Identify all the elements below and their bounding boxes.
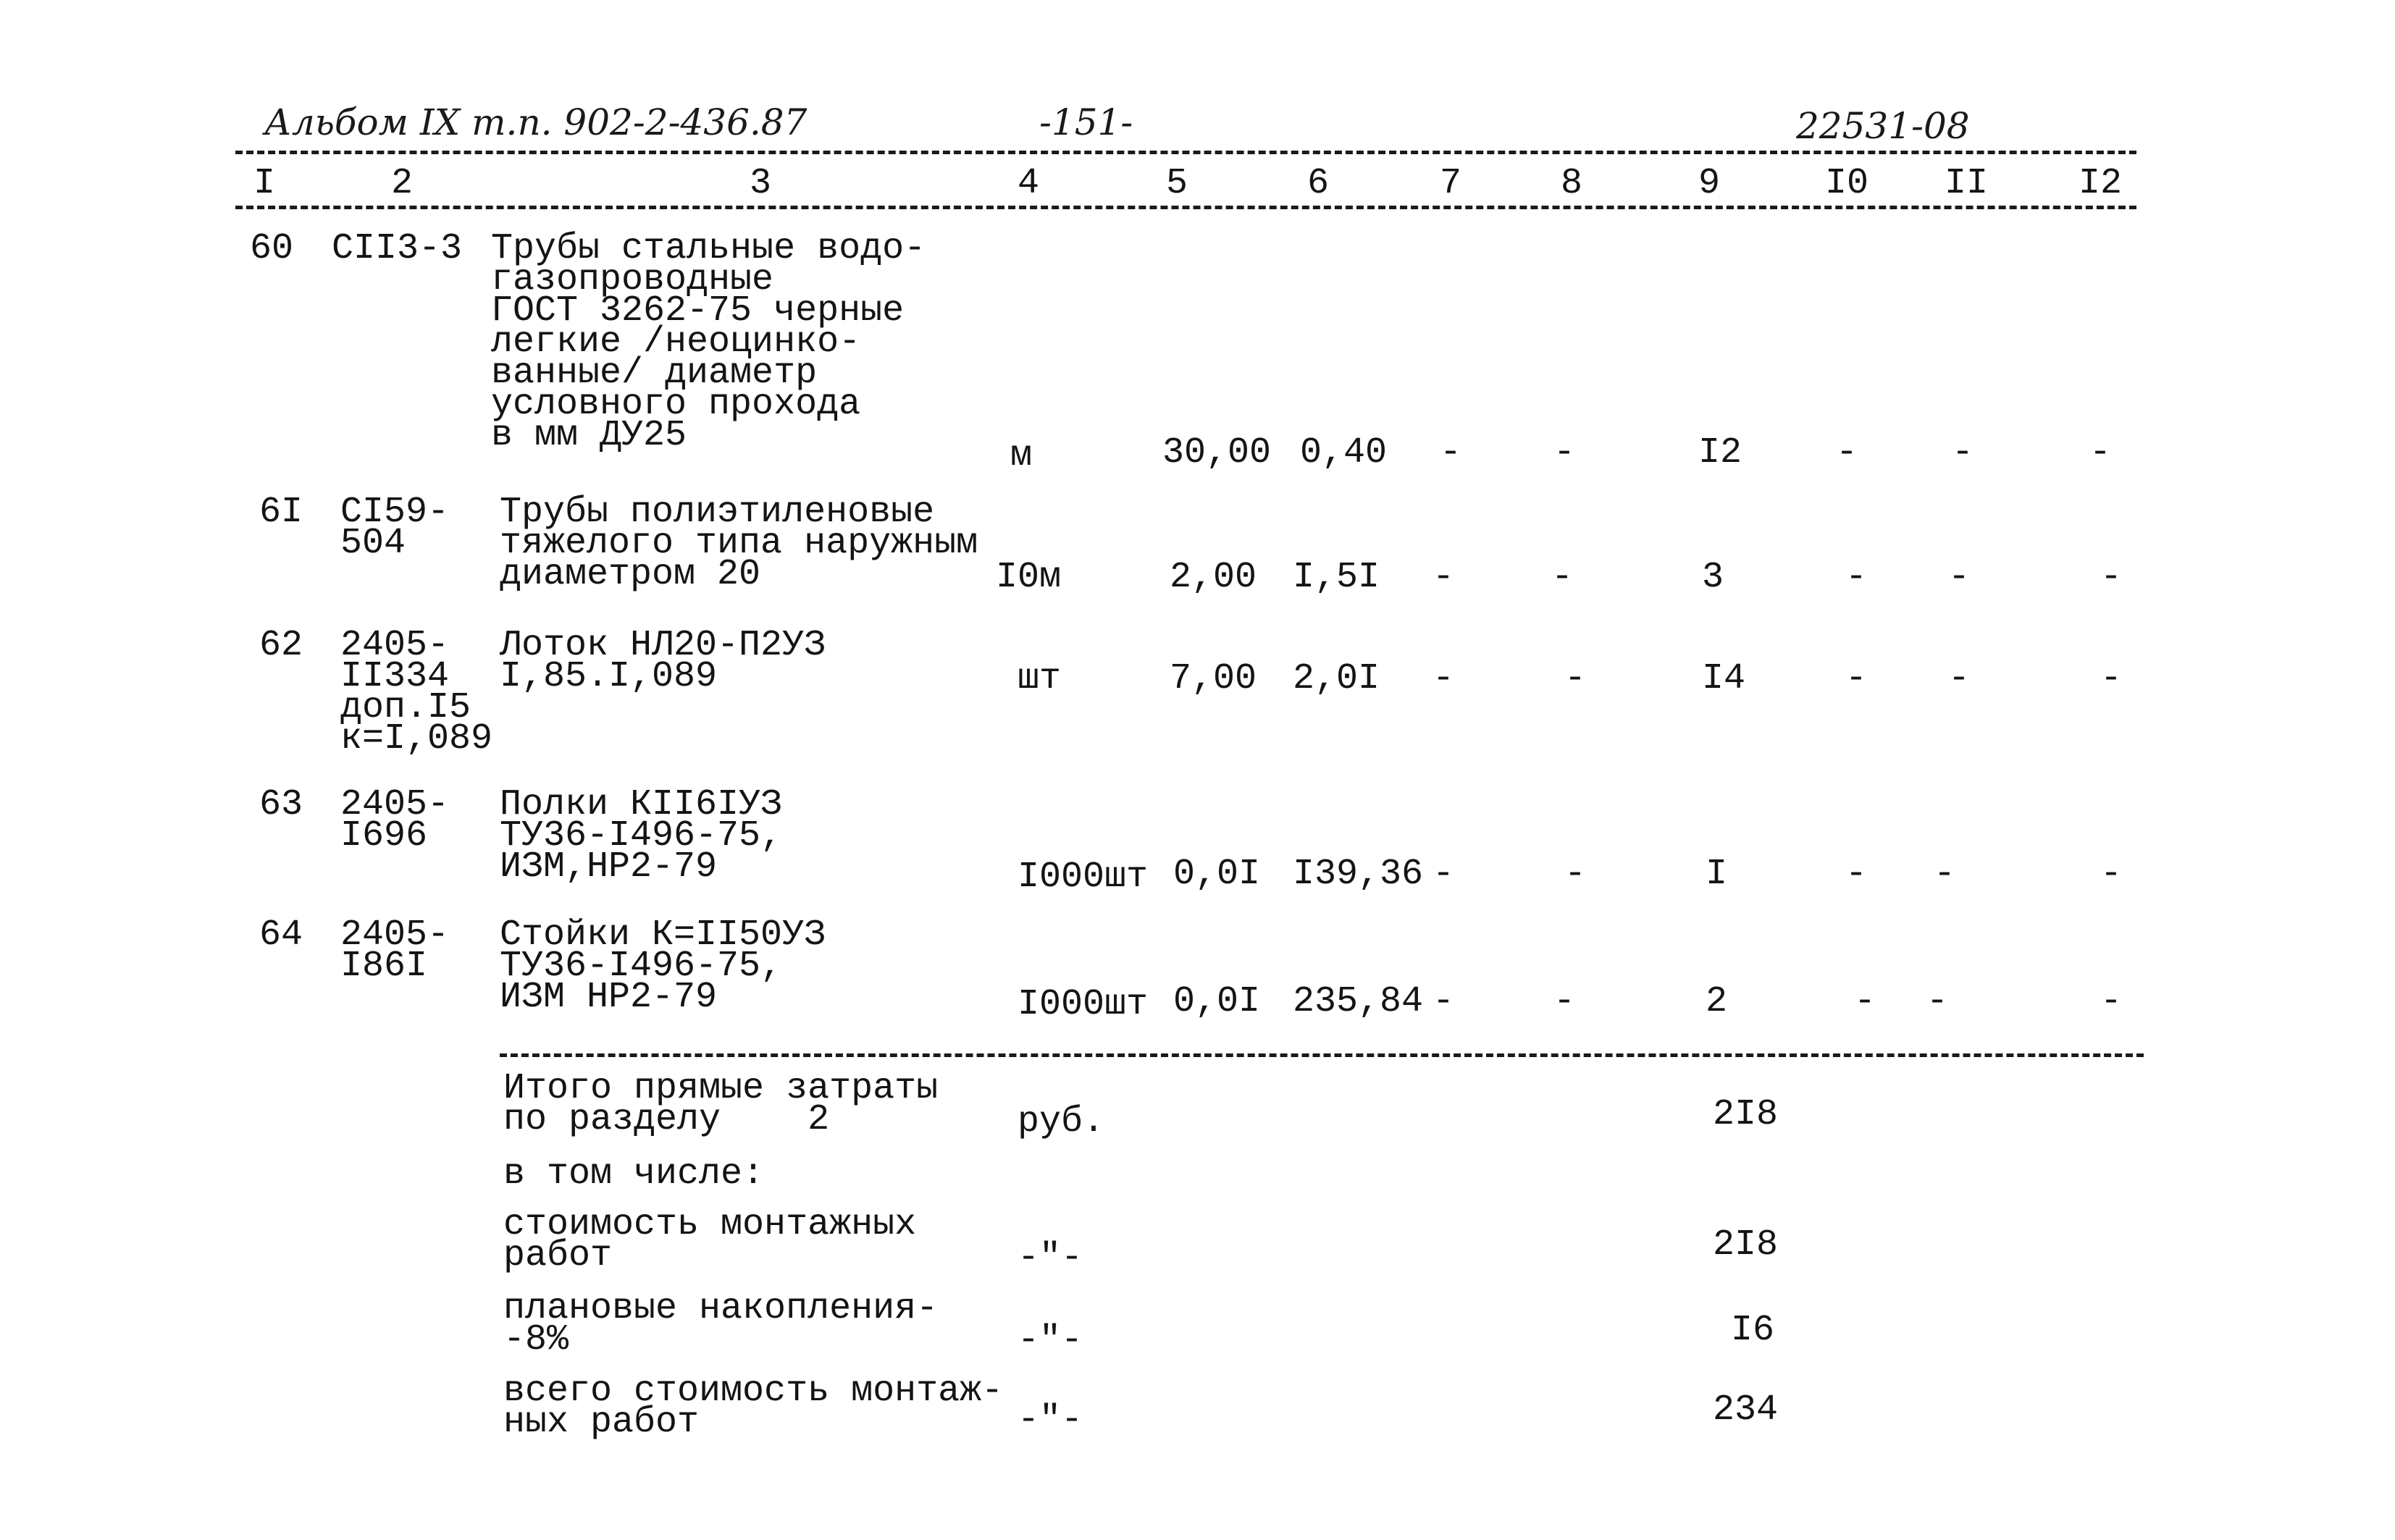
row-col8: -: [1553, 432, 1576, 474]
row-col8: -: [1553, 981, 1576, 1022]
row-unit: м: [1010, 435, 1033, 476]
row-col12: -: [2100, 658, 2123, 699]
row-col10: -: [1845, 557, 1868, 598]
page-number: -151-: [1039, 101, 1133, 143]
totals-separator: [500, 1053, 2144, 1057]
col-header-3: 3: [750, 163, 772, 204]
row-col12: -: [2089, 432, 2112, 474]
row-number: 62: [259, 625, 303, 666]
row-col8: -: [1564, 658, 1587, 699]
row-col9: 2: [1706, 981, 1728, 1022]
row-col6: I39,36: [1293, 854, 1424, 895]
row-col5: 30,00: [1162, 432, 1272, 474]
row-col10: -: [1845, 658, 1868, 699]
row-col12: -: [2100, 557, 2123, 598]
row-col11: -: [1948, 658, 1971, 699]
row-description: Трубы стальные водо- газопроводные ГОСТ 3262-75 черные легкие /неоцинко- ванные/ диаметр условного прохода в мм ДУ25: [491, 228, 926, 456]
header-rule-top: [235, 151, 2136, 154]
summary-label: плановые накопления- -8%: [503, 1288, 939, 1360]
summary-label: Итого прямые затраты по разделу 2: [503, 1068, 939, 1140]
row-col6: 0,40: [1300, 432, 1388, 474]
row-col8: -: [1564, 854, 1587, 895]
row-unit: I000шт: [1018, 984, 1149, 1025]
row-col6: 235,84: [1293, 981, 1424, 1022]
row-col7: -: [1433, 854, 1455, 895]
row-col9: I2: [1698, 432, 1742, 474]
summary-value: 2I8: [1713, 1094, 1779, 1135]
row-number: 64: [259, 914, 303, 956]
row-col9: 3: [1702, 557, 1724, 598]
album-reference: Альбом IX т.п. 902-2-436.87: [264, 101, 808, 143]
summary-unit: -"-: [1018, 1320, 1083, 1361]
row-col9: I: [1706, 854, 1728, 895]
row-col12: -: [2100, 854, 2123, 895]
col-header-8: 8: [1561, 163, 1583, 204]
row-col6: 2,0I: [1293, 658, 1380, 699]
row-col8: -: [1551, 557, 1574, 598]
row-col6: I,5I: [1293, 557, 1380, 598]
row-col12: -: [2100, 981, 2123, 1022]
summary-value: 2I8: [1713, 1224, 1779, 1266]
row-col10: -: [1854, 981, 1876, 1022]
row-col11: -: [1952, 432, 1974, 474]
row-description: Полки КII6IУЗ ТУ36-I496-75, ИЗМ,НР2-79: [500, 784, 783, 888]
row-description: Стойки К=II50УЗ ТУ36-I496-75, ИЗМ НР2-79: [500, 914, 826, 1018]
row-col7: -: [1440, 432, 1462, 474]
summary-unit: -"-: [1018, 1400, 1083, 1441]
row-col11: -: [1934, 854, 1956, 895]
col-header-9: 9: [1698, 163, 1721, 204]
col-header-6: 6: [1307, 163, 1330, 204]
row-description: Лоток НЛ20-П2УЗ I,85.I,089: [500, 625, 826, 697]
row-unit: I000шт: [1018, 857, 1149, 898]
row-code: 2405- I86I: [340, 914, 450, 987]
col-header-11: II: [1945, 163, 1989, 204]
row-col5: 0,0I: [1173, 854, 1261, 895]
col-header-1: I: [253, 163, 276, 204]
row-code: СII3-3: [332, 228, 463, 269]
col-header-7: 7: [1440, 163, 1462, 204]
row-col7: -: [1433, 658, 1455, 699]
summary-label: всего стоимость монтаж- ных работ: [503, 1371, 1004, 1443]
document-code: 22531-08: [1796, 105, 1970, 147]
row-col11: -: [1926, 981, 1949, 1022]
summary-value: I6: [1731, 1310, 1775, 1351]
summary-unit: руб.: [1018, 1101, 1105, 1143]
header-rule-bottom: [235, 206, 2136, 209]
row-unit: I0м: [996, 557, 1062, 598]
col-header-2: 2: [391, 163, 414, 204]
row-col9: I4: [1702, 658, 1746, 699]
row-number: 6I: [259, 492, 303, 533]
summary-unit: -"-: [1018, 1237, 1083, 1279]
row-unit: шт: [1018, 658, 1062, 699]
col-header-10: I0: [1825, 163, 1869, 204]
row-col10: -: [1836, 432, 1858, 474]
row-code: СI59- 504: [340, 492, 450, 564]
col-header-5: 5: [1166, 163, 1188, 204]
col-header-12: I2: [2079, 163, 2123, 204]
row-number: 60: [250, 228, 294, 269]
summary-label: в том числе:: [503, 1153, 765, 1195]
row-col11: -: [1948, 557, 1971, 598]
row-description: Трубы полиэтиленовые тяжелого типа наружным диаметром 20: [500, 492, 978, 595]
row-col7: -: [1433, 981, 1455, 1022]
summary-value: 234: [1713, 1389, 1779, 1431]
row-number: 63: [259, 784, 303, 825]
row-col5: 0,0I: [1173, 981, 1261, 1022]
row-code: 2405- I696: [340, 784, 450, 857]
row-col5: 2,00: [1170, 557, 1257, 598]
summary-label: стоимость монтажных работ: [503, 1204, 917, 1276]
row-col5: 7,00: [1170, 658, 1257, 699]
row-code: 2405- II334 доп.I5 к=I,089: [340, 625, 493, 760]
row-col10: -: [1845, 854, 1868, 895]
row-col7: -: [1433, 557, 1455, 598]
col-header-4: 4: [1018, 163, 1040, 204]
